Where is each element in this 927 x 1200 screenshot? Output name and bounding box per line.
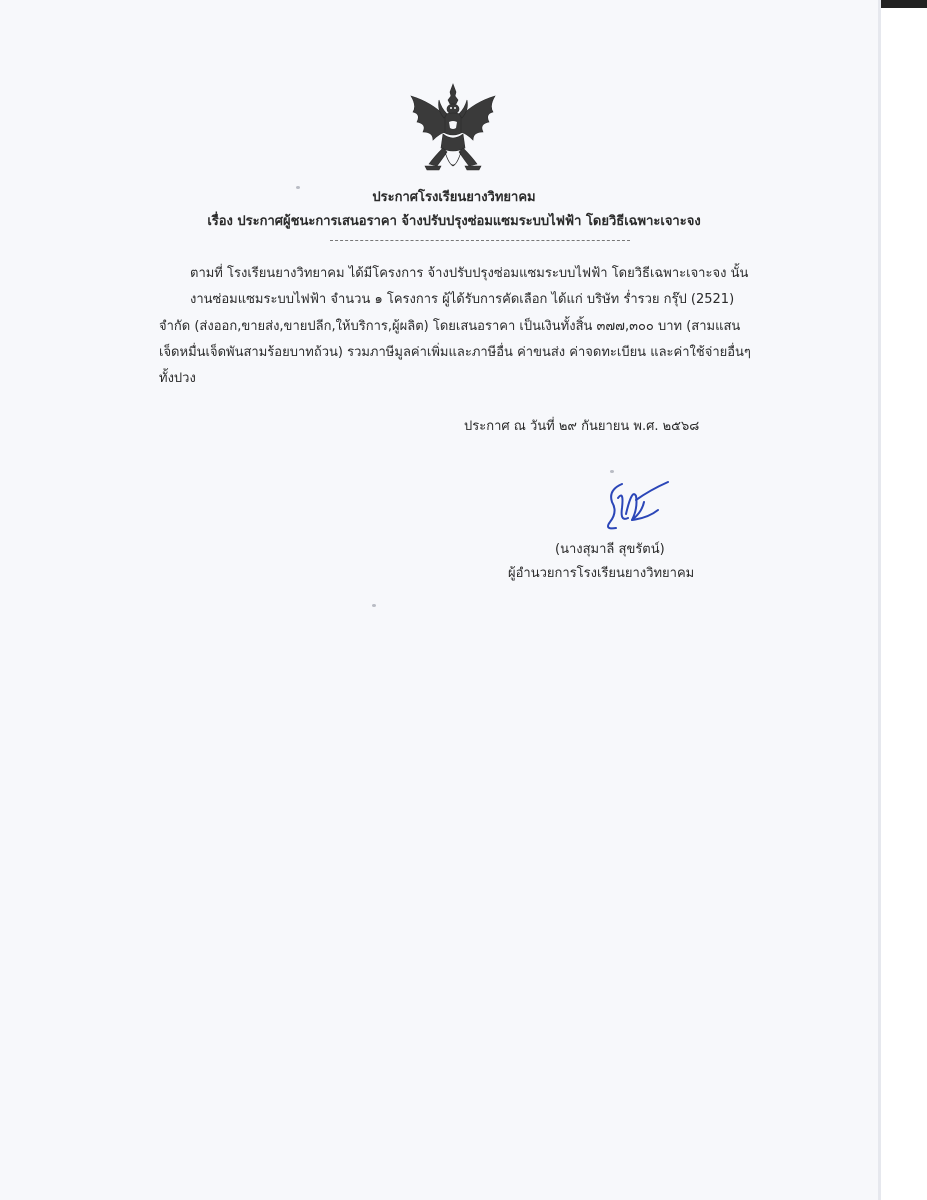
body-line-2: งานซ่อมแซมระบบไฟฟ้า จำนวน ๑ โครงการ ผู้ได้รับการคัดเลือก ได้แก่ บริษัท ร่ำรวย กรุ๊ป (2521) xyxy=(190,292,735,307)
body-line-1: ตามที่ โรงเรียนยางวิทยาคม ได้มีโครงการ จ้างปรับปรุงซ่อมแซมระบบไฟฟ้า โดยวิธีเฉพาะเจาะจง นั้น xyxy=(190,266,749,281)
paper-speck xyxy=(372,604,376,607)
body-line-5: ทั้งปวง xyxy=(159,371,196,386)
body-line-4: เจ็ดหมื่นเจ็ดพันสามร้อยบาทถ้วน) รวมภาษีมูลค่าเพิ่มและภาษีอื่น ค่าขนส่ง ค่าจดทะเบียน และค่าใช้จ่ายอื่นๆ xyxy=(159,345,751,360)
signer-title: ผู้อำนวยการโรงเรียนยางวิทยาคม xyxy=(508,566,695,581)
scan-corner-mark xyxy=(881,0,927,8)
page-right-margin xyxy=(881,0,927,1200)
garuda-emblem-icon xyxy=(403,82,503,180)
document-title: ประกาศโรงเรียนยางวิทยาคม xyxy=(372,190,536,205)
signer-name: (นางสุมาลี สุขรัตน์) xyxy=(555,542,665,557)
handwritten-signature-icon xyxy=(592,478,672,538)
document-subject: เรื่อง ประกาศผู้ชนะการเสนอราคา จ้างปรับปรุงซ่อมแซมระบบไฟฟ้า โดยวิธีเฉพาะเจาะจง xyxy=(207,214,701,229)
announcement-date: ประกาศ ณ วันที่ ๒๙ กันยายน พ.ศ. ๒๕๖๘ xyxy=(464,419,700,434)
paper-speck xyxy=(296,186,300,189)
body-line-3: จำกัด (ส่งออก,ขายส่ง,ขายปลีก,ให้บริการ,ผู้ผลิต) โดยเสนอราคา เป็นเงินทั้งสิ้น ๓๗๗,๓๐๐ บาท (สามแสน xyxy=(159,319,741,334)
paper-speck xyxy=(610,470,614,473)
title-divider xyxy=(330,240,630,241)
